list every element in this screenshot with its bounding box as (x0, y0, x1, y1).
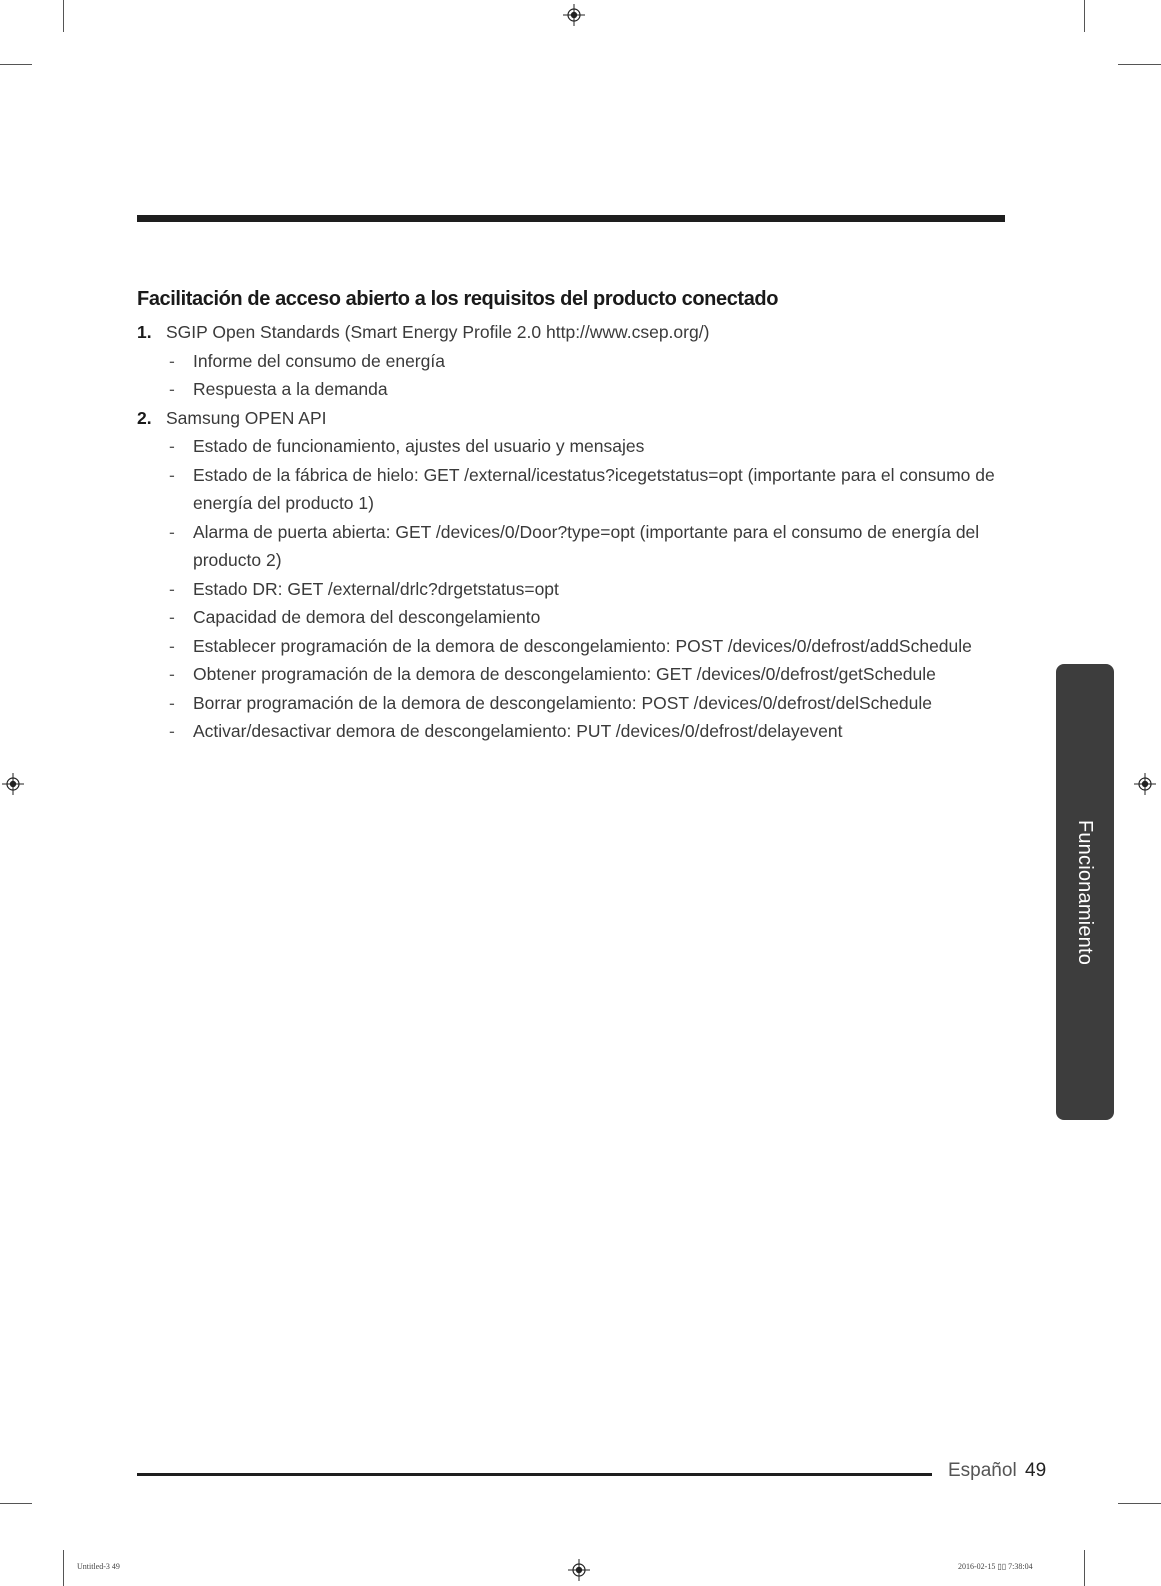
sub-item (137, 375, 1017, 404)
sub-item-text: Estado DR: GET /external/drlc?drgetstatus=opt (193, 578, 559, 599)
crop-mark (1084, 1550, 1085, 1586)
bullet-dash: - (169, 436, 175, 456)
sub-item (137, 347, 1017, 376)
registration-mark-icon (568, 1559, 590, 1581)
sub-item-text: Capacidad de demora del descongelamiento (193, 607, 541, 627)
print-slug-date: 2016-02-15 ▯▯ 7:38:04 (958, 1562, 1033, 1571)
crop-mark (0, 1503, 32, 1504)
item-number: 1. (137, 322, 152, 342)
chapter-side-tab (1056, 664, 1114, 1120)
header-rule (137, 215, 1005, 222)
bullet-dash: - (169, 464, 175, 485)
sub-item (137, 717, 1017, 746)
sub-item-text: Alarma de puerta abierta: GET /devices/0/Door?type=opt (importante para el consumo de energía del producto 2) (193, 521, 980, 570)
crop-mark (63, 0, 64, 32)
bullet-dash: - (169, 635, 175, 656)
crop-mark (0, 64, 32, 65)
numbered-item (137, 404, 1017, 433)
footer-language: Español (948, 1460, 1017, 1481)
sub-item (137, 461, 1017, 518)
crop-mark (1118, 1503, 1161, 1504)
page-number: 49 (1025, 1460, 1047, 1481)
sub-item (137, 575, 1017, 604)
bullet-dash: - (169, 578, 175, 599)
sub-item (137, 518, 1017, 575)
sub-item-text: Informe del consumo de energía (193, 350, 445, 371)
sub-item (137, 432, 1017, 461)
sub-item (137, 660, 1017, 689)
sub-item (137, 603, 1017, 632)
sub-item (137, 689, 1017, 718)
registration-mark-icon (563, 4, 585, 26)
crop-mark (63, 1550, 64, 1586)
item-number: 2. (137, 407, 152, 428)
crop-mark (1084, 0, 1085, 32)
registration-mark-icon (2, 773, 24, 795)
sub-item-text: Estado de funcionamiento, ajustes del usuario y mensajes (193, 436, 645, 456)
crop-mark (1118, 64, 1161, 65)
item-text: SGIP Open Standards (Smart Energy Profile 2.0 http://www.csep.org/) (166, 322, 710, 342)
section-heading: Facilitación de acceso abierto a los requisitos del producto conectado (137, 288, 779, 310)
footer-rule (137, 1473, 932, 1476)
print-slug-file: Untitled-3 49 (77, 1562, 120, 1571)
bullet-dash: - (169, 664, 175, 684)
sub-item-text: Respuesta a la demanda (193, 379, 388, 399)
sub-item-text: Borrar programación de la demora de descongelamiento: POST /devices/0/defrost/delSchedule (193, 692, 932, 713)
bullet-dash: - (169, 692, 175, 713)
bullet-dash: - (169, 379, 175, 399)
bullet-dash: - (169, 521, 175, 542)
sub-item-text: Estado de la fábrica de hielo: GET /external/icestatus?icegetstatus=opt (importante para el consumo de energía del producto 1) (193, 464, 995, 513)
chapter-side-tab-label: Funcionamiento (1074, 819, 1097, 965)
bullet-dash: - (169, 607, 175, 627)
bullet-dash: - (169, 350, 175, 371)
requirements-list (137, 318, 1017, 746)
bullet-dash: - (169, 721, 175, 741)
sub-item (137, 632, 1017, 661)
registration-mark-icon (1134, 773, 1156, 795)
item-text: Samsung OPEN API (166, 407, 327, 428)
sub-item-text: Establecer programación de la demora de descongelamiento: POST /devices/0/defrost/addSchedule (193, 635, 972, 656)
sub-item-text: Obtener programación de la demora de descongelamiento: GET /devices/0/defrost/getSchedule (193, 664, 936, 684)
sub-item-text: Activar/desactivar demora de descongelamiento: PUT /devices/0/defrost/delayevent (193, 721, 843, 741)
numbered-item (137, 318, 1017, 347)
